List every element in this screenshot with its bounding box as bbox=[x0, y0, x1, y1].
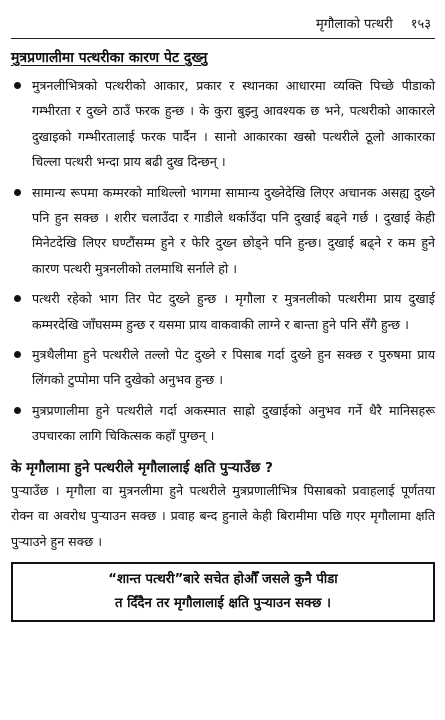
bullet-text: मुत्रथैलीमा हुने पत्थरीले तल्लो पेट दुख्ने र पिसाब गर्दा दुख्ने हुन सक्छ र पुरुषमा प्राय लिंगको टुप्पोमा पनि दुखेको अनुभव हुन्छ । bbox=[32, 347, 435, 388]
bullet-icon bbox=[14, 189, 21, 196]
section-heading-stone-pain: मुत्रप्रणालीमा पत्थरीका कारण पेट दुख्नु bbox=[11, 50, 208, 66]
list-item bbox=[11, 180, 435, 282]
list-item bbox=[11, 73, 435, 175]
list-item bbox=[11, 286, 435, 337]
bullet-icon bbox=[14, 82, 21, 89]
pain-bullet-list bbox=[11, 73, 435, 449]
running-header bbox=[11, 0, 435, 32]
callout-line-1: “शान्त पत्थरी”बारे सचेत होऔँ जसले कुनै पीडा bbox=[108, 571, 338, 587]
bullet-icon bbox=[14, 407, 21, 414]
bullet-text: मुत्रनलीभित्रको पत्थरीको आकार, प्रकार र स्थानका आधारमा व्यक्ति पिच्छे पीडाको गम्भीरता र दुख्ने ठाउँ फरक हुन्छ । के कुरा बुझ्नु आवश्यक छ भने, पत्थरीको आकारले दुखाइको गम्भीरतालाई फरक पार्दैन । सानो आकारका खस्रो पत्थरीले ठूलो आकारका चिल्ला पत्थरी भन्दा प्राय बढी दुख दिन्छन् । bbox=[32, 78, 435, 170]
question-heading-kidney-damage: के मृगौलामा हुने पत्थरीले मृगौलालाई क्षति पुऱ्याउँछ ? bbox=[11, 459, 273, 476]
bullet-icon bbox=[14, 351, 21, 358]
page-number: १५३ bbox=[410, 17, 431, 32]
header-rule bbox=[11, 38, 435, 39]
callout-box bbox=[11, 562, 435, 622]
list-item bbox=[11, 398, 435, 449]
answer-paragraph: पुऱ्याउँछ । मृगौला वा मुत्रनलीमा हुने पत्थरीले मुत्रप्रणालीभित्र पिसाबको प्रवाहलाई पूर्णतया रोक्न वा अवरोध पुऱ्याउन सक्छ । प्रवाह बन्द हुनाले केही बिरामीमा पछि गएर मृगौलामा क्षति पुऱ्याउने हुन सक्छ । bbox=[11, 482, 435, 549]
bullet-text: मुत्रप्रणालीमा हुने पत्थरीले गर्दा अकस्मात साह्रो दुखाईको अनुभव गर्ने धैरै मानिसहरू उपचारका लागि चिकित्सक कहाँ पुग्छन् । bbox=[32, 402, 435, 444]
bullet-text: सामान्य रूपमा कम्मरको माथिल्लो भागमा सामान्य दुख्नेदेखि लिएर अचानक असह्य दुख्ने पनि हुन सक्छ । शरीर चलाउँदा र गाडीले थर्काउँदा पनि दुखाई बढ्ने गर्छ । दुखाई केही मिनेटदेखि लिएर घण्टौंसम्म हुने र फेरि दुख्न छोड्ने पनि हुन्छ। दुखाई बढ्ने र कम हुने कारण पत्थरी मुत्रनलीको तलमाथि सर्नाले हो । bbox=[32, 184, 435, 276]
bullet-text: पत्थरी रहेको भाग तिर पेट दुख्ने हुन्छ । मृगौला र मुत्रनलीको पत्थरीमा प्राय दुखाई कम्मरदेखि जाँघसम्म हुन्छ र यसमा प्राय वाकवाकी लाग्ने र बान्ता हुने पनि सँगै हुन्छ । bbox=[32, 291, 435, 332]
list-item bbox=[11, 342, 435, 393]
callout-line-2: त दिँदैन तर मृगौलालाई क्षति पुऱ्याउन सक्छ । bbox=[115, 595, 331, 611]
running-title: मृगौलाको पत्थरी bbox=[315, 17, 393, 32]
bullet-icon bbox=[14, 295, 21, 302]
